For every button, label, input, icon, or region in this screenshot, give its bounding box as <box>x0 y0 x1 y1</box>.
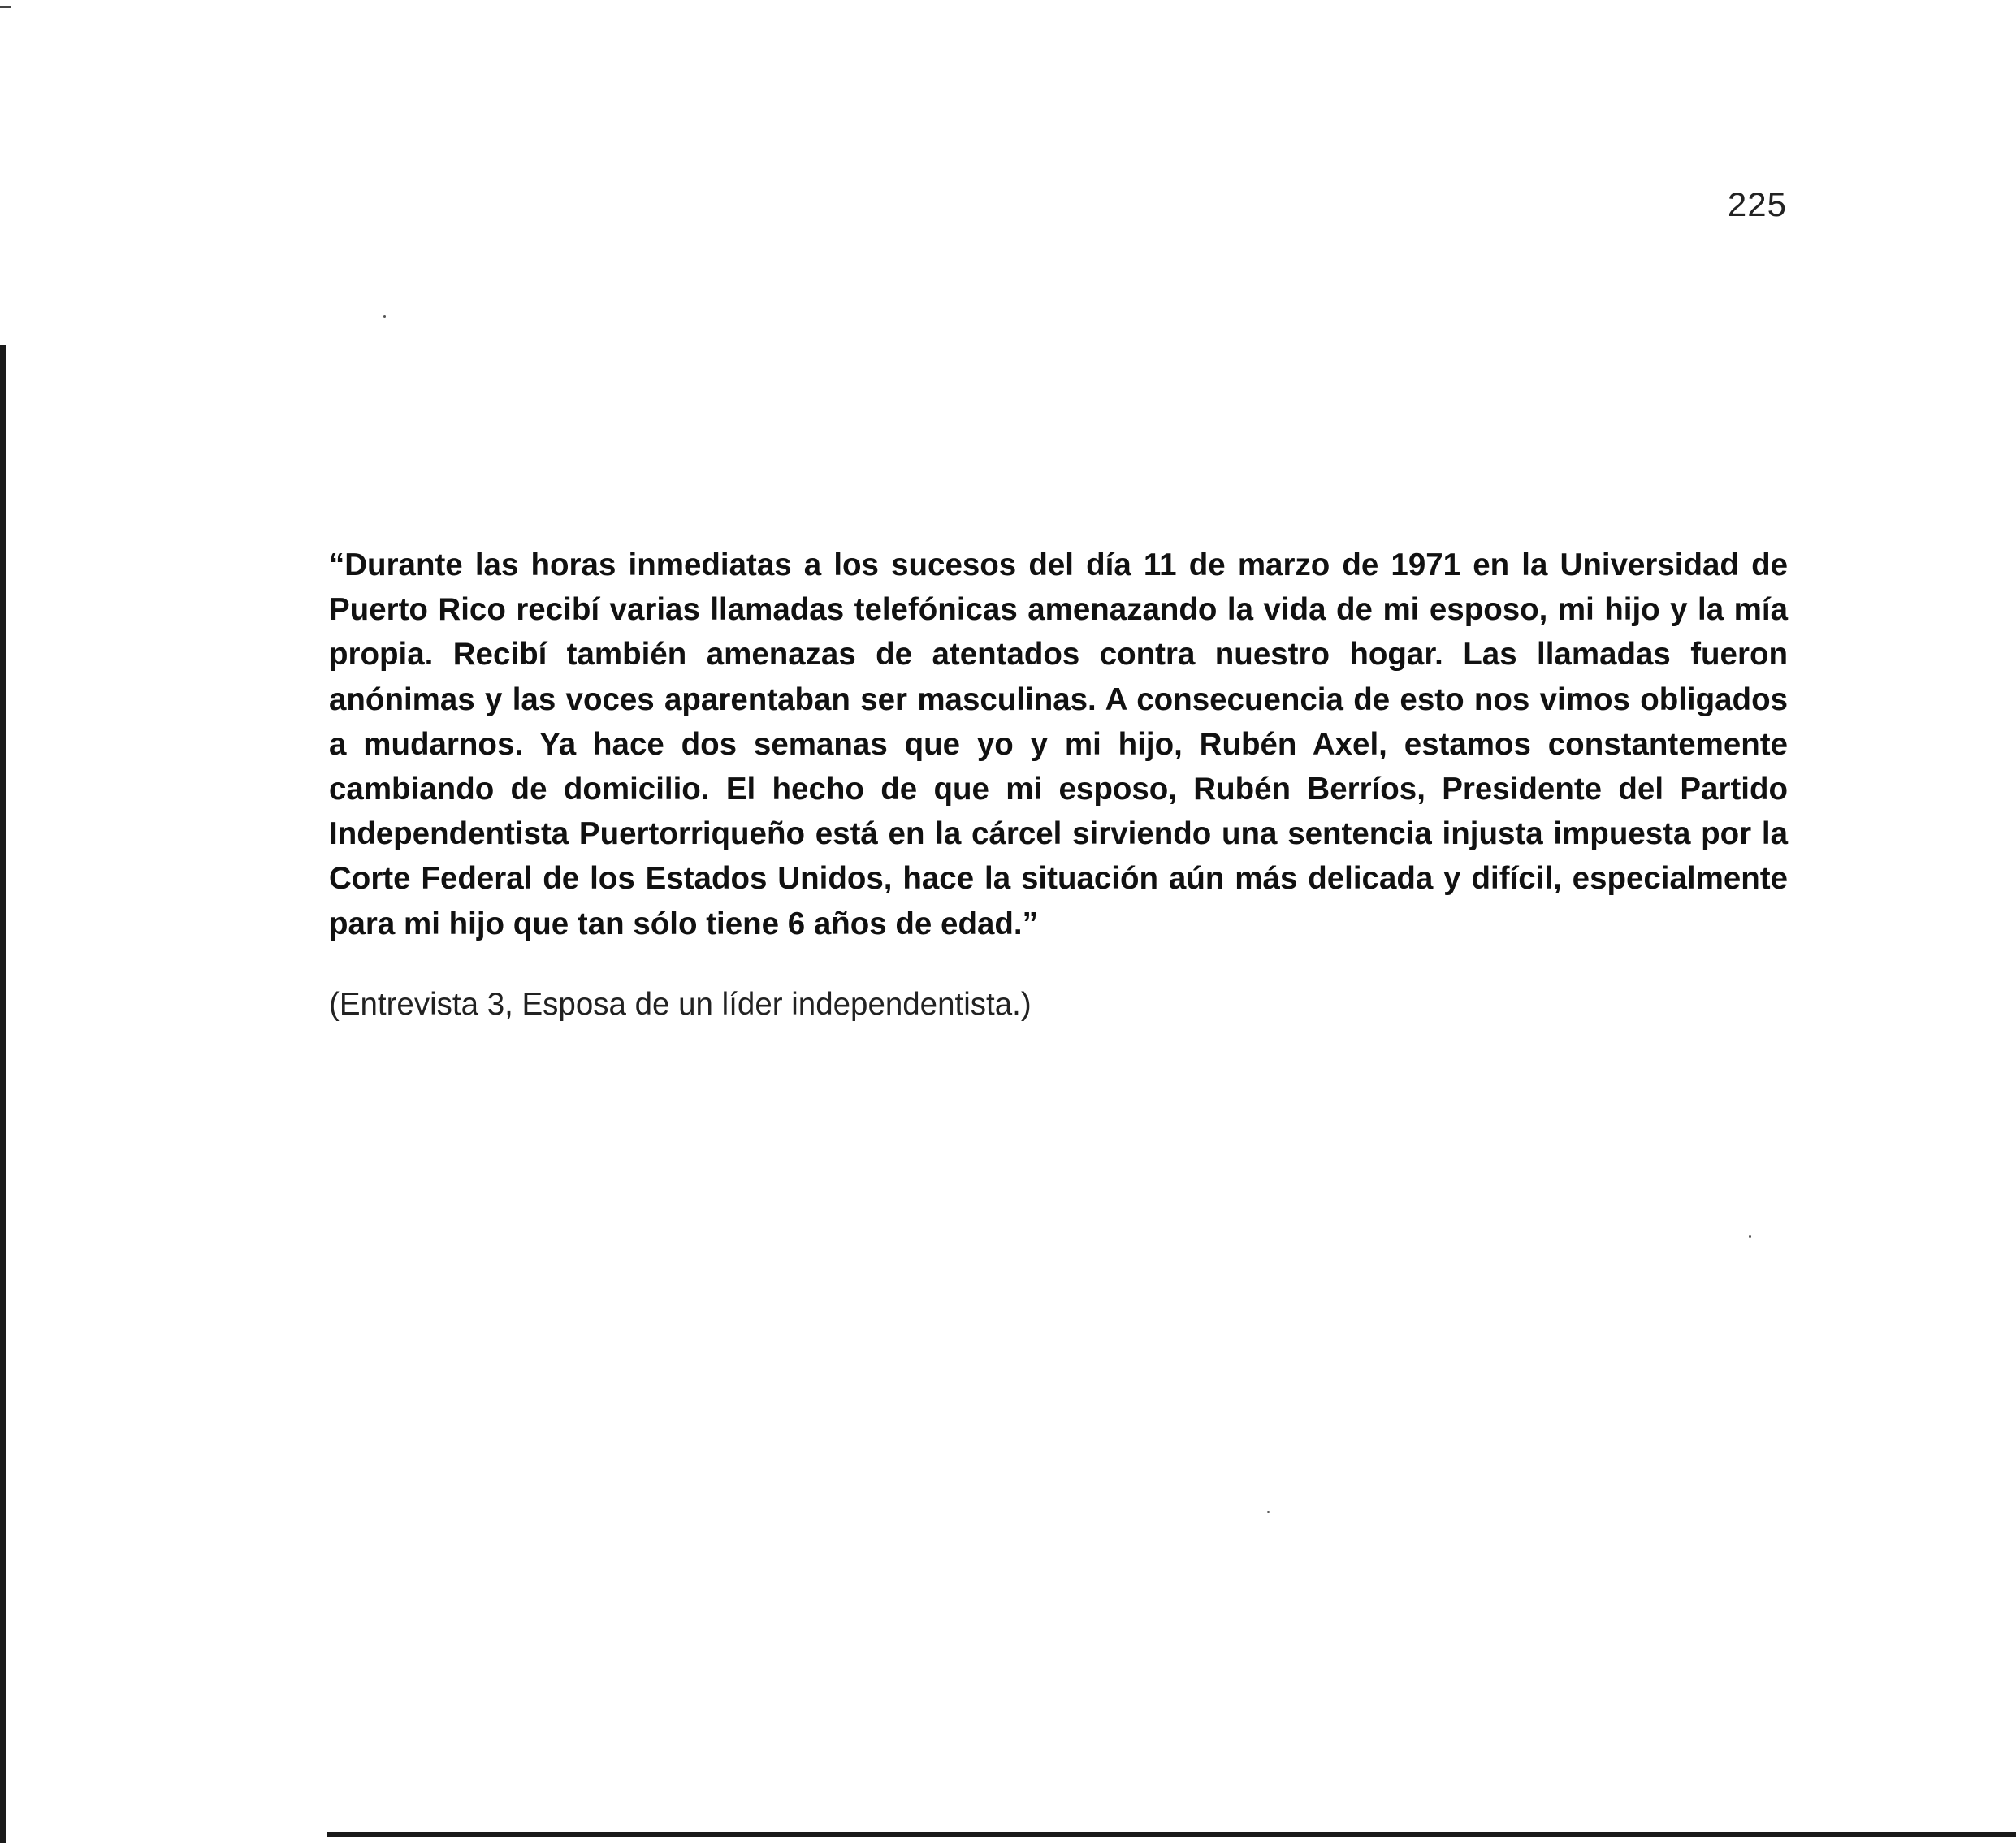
scan-bottom-rule <box>327 1832 2016 1837</box>
scan-speck <box>383 315 386 318</box>
quote-attribution: (Entrevista 3, Esposa de un líder independentista.) <box>329 987 1032 1022</box>
scan-speck <box>1749 1235 1751 1238</box>
scan-corner-mark <box>0 6 11 8</box>
scan-left-edge <box>0 345 6 1843</box>
interview-quote: “Durante las horas inmediatas a los sucesos del día 11 de marzo de 1971 en la Universidad de Puerto Rico recibí varias llamadas telefónicas amenazando la vida de mi esposo, mi hijo y la mía propia. Recibí también amenazas de atentados contra nuestro hogar. Las llamadas fueron anónimas y las voces aparentaban ser masculinas. A consecuencia de esto nos vimos obligados a mudarnos. Ya hace dos semanas que yo y mi hijo, Rubén Axel, estamos constantemente cambiando de domicilio. El hecho de que mi esposo, Rubén Berríos, Presidente del Partido Independentista Puertorriqueño está en la cárcel sirviendo una sentencia injusta impuesta por la Corte Federal de los Estados Unidos, hace la situación aún más delicada y difícil, especialmente para mi hijo que tan sólo tiene 6 años de edad.” <box>329 547 1788 941</box>
page-number: 225 <box>1727 185 1787 223</box>
scan-speck <box>1267 1511 1270 1513</box>
